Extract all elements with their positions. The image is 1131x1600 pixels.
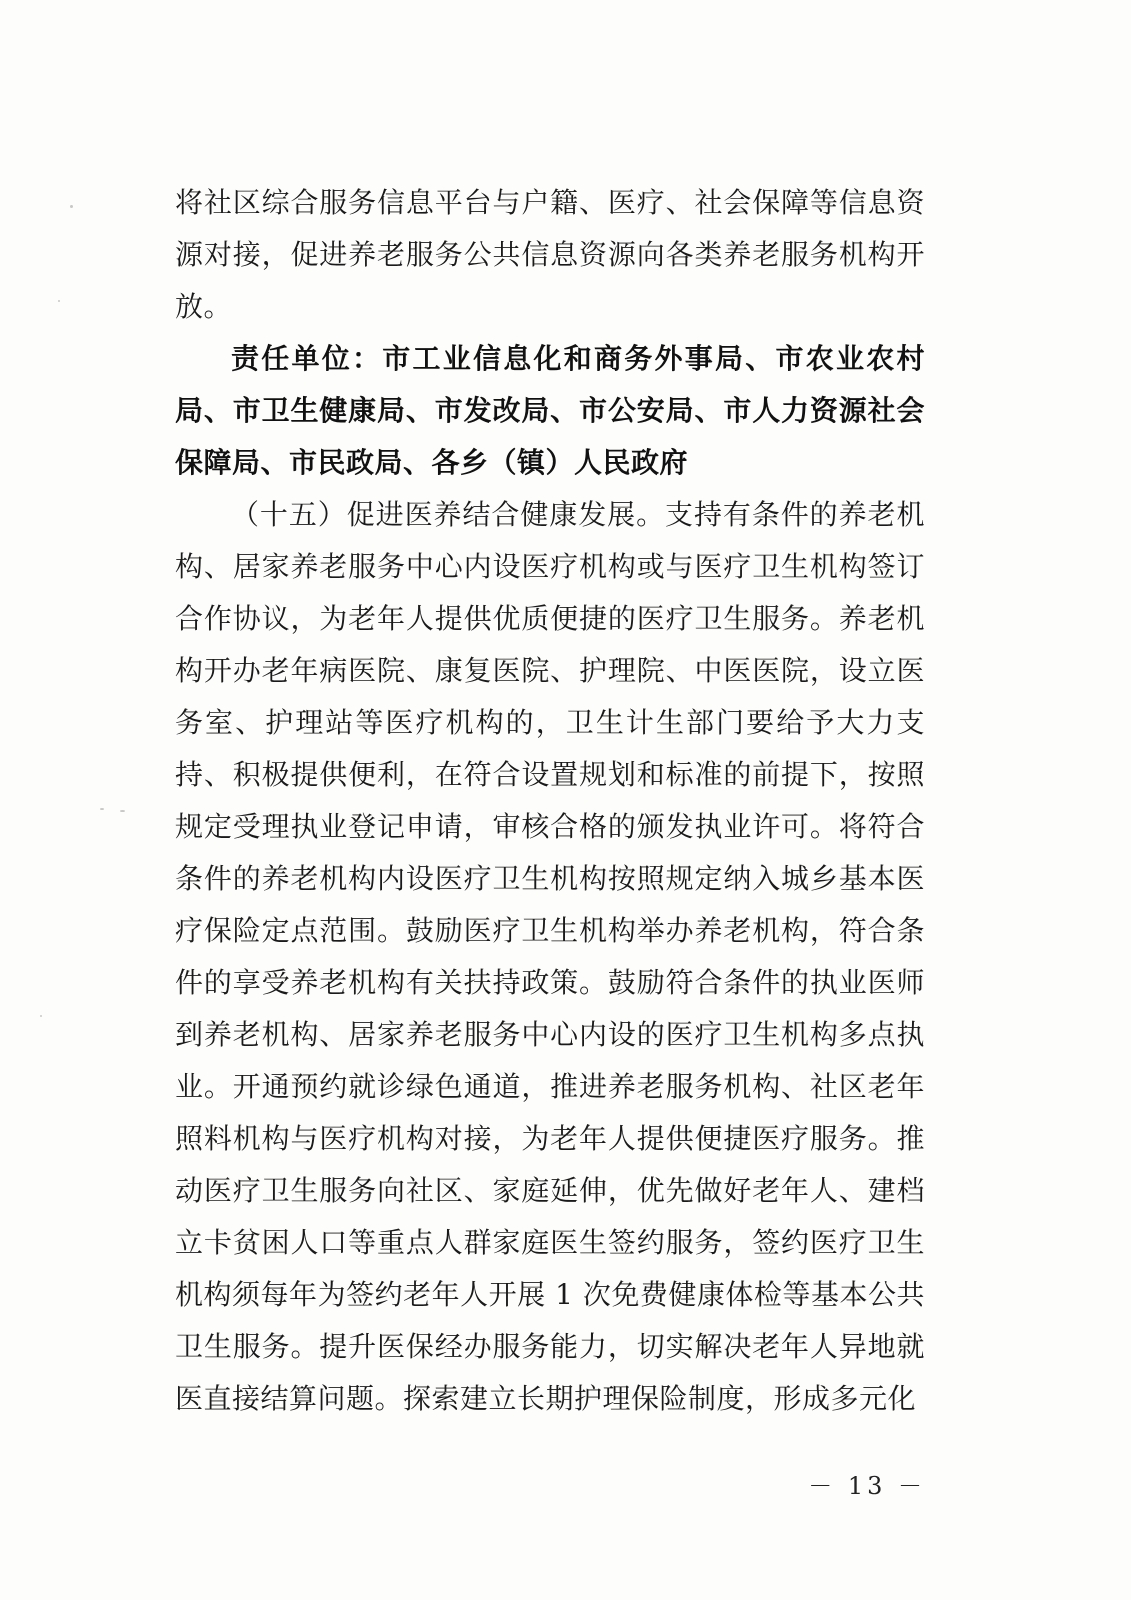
scan-speck [120,810,125,812]
section-15-paragraph: （十五）促进医养结合健康发展。支持有条件的养老机构、居家养老服务中心内设医疗机构或与医疗卫生机构签订合作协议，为老年人提供优质便捷的医疗卫生服务。养老机构开办老年病医院、康复医院、护理院、中医医院，设立医务室、护理站等医疗机构的，卫生计生部门要给予大力支持、积极提供便利，在符合设置规划和标准的前提下，按照规定受理执业登记申请，审核合格的颁发执业许可。将符合条件的养老机构内设医疗卫生机构按照规定纳入城乡基本医疗保险定点范围。鼓励医疗卫生机构举办养老机构，符合条件的享受养老机构有关扶持政策。鼓励符合条件的执业医师到养老机构、居家养老服务中心内设的医疗卫生机构多点执业。开通预约就诊绿色通道，推进养老服务机构、社区老年照料机构与医疗机构对接，为老年人提供便捷医疗服务。推动医疗卫生服务向社区、家庭延伸，优先做好老年人、建档立卡贫困人口等重点人群家庭医生签约服务，签约医疗卫生机构须每年为签约老年人开展 1 次免费健康体检等基本公共卫生服务。提升医保经办服务能力，切实解决老年人异地就医直接结算问题。探索建立长期护理保险制度，形成多元化 [175,498,925,1415]
page-number: － 13 － [808,1472,926,1500]
scan-speck [70,205,73,208]
scan-speck [58,300,60,302]
scan-speck [100,808,104,810]
scan-speck [40,1015,42,1017]
document-body [175,177,925,1425]
responsible-units: 责任单位：市工业信息化和商务外事局、市农业农村局、市卫生健康局、市发改局、市公安局、市人力资源社会保障局、市民政局、各乡（镇）人民政府 [175,342,925,479]
paragraph-continuation: 将社区综合服务信息平台与户籍、医疗、社会保障等信息资源对接，促进养老服务公共信息资源向各类养老服务机构开放。 [175,186,925,323]
